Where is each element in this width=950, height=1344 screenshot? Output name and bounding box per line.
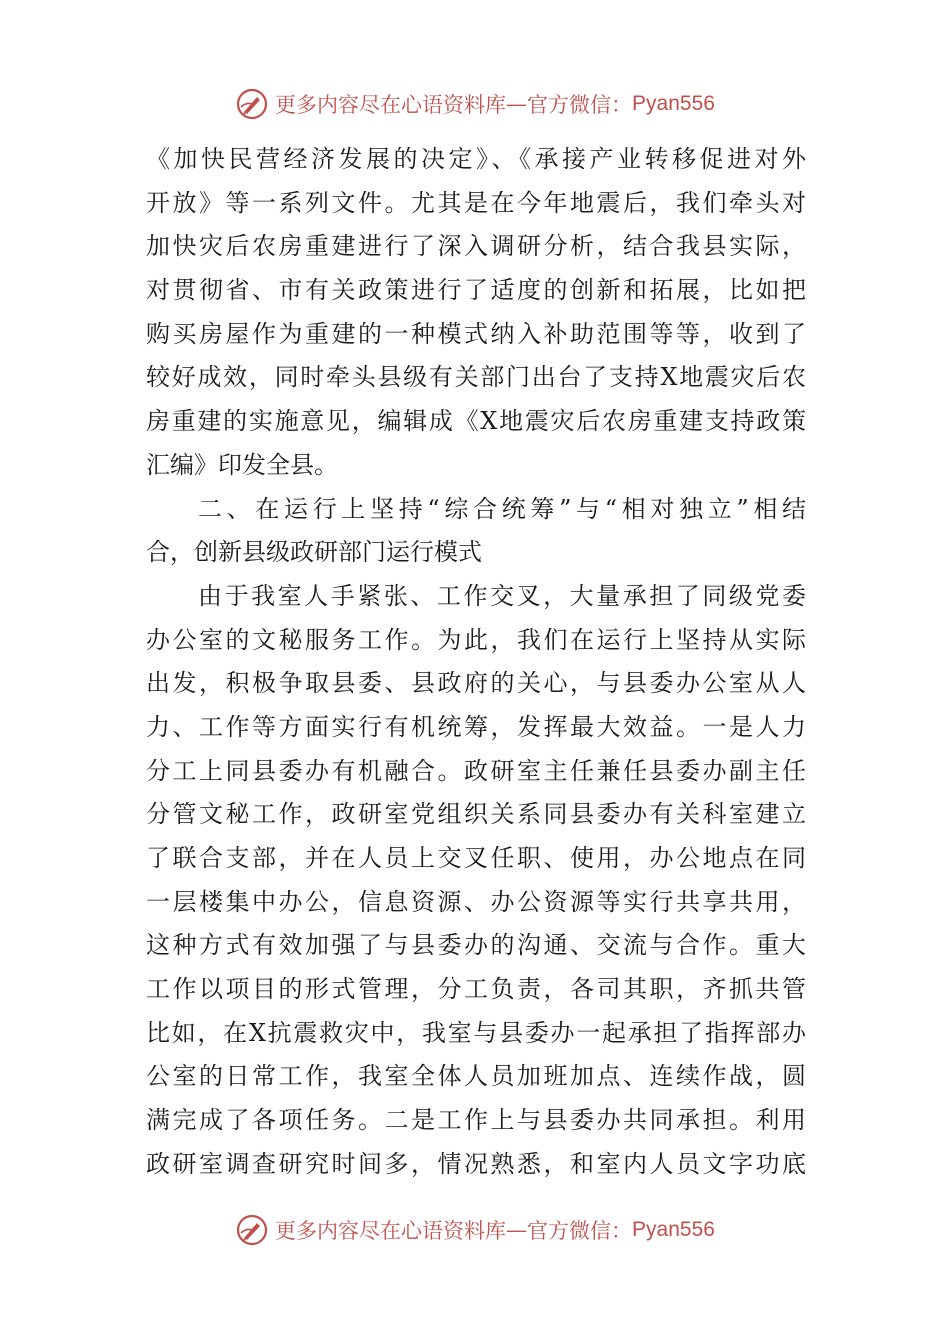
text-line: 办公室的文秘服务工作。为此，我们在运行上坚持从实际 [146,625,806,654]
text-line: 对贯彻省、市有关政策进行了适度的创新和拓展，比如把 [146,276,806,305]
text-line: 汇编》印发全县。 [146,450,338,479]
watermark-dash: — [506,92,528,116]
text-line: 了联合支部，并在人员上交叉任职、使用，办公地点在同 [146,844,806,872]
text-line: 开放》等一系列文件。尤其是在今年地震后，我们牵头对 [146,188,806,217]
watermark-header [0,84,950,124]
watermark-main-text: 更多内容尽在心语资料库 [275,1219,507,1243]
watermark-main-text: 更多内容尽在心语资料库 [275,93,507,117]
text-line: 一层楼集中办公，信息资源、办公资源等实行共享共用， [146,887,806,916]
text-line: 公室的日常工作，我室全体人员加班加点、连续作战，圆 [146,1062,806,1091]
text-line: 由于我室人手紧张、工作交叉，大量承担了同级党委 [198,581,806,610]
text-line: 出发，积极争取县委、县政府的关心，与县委办公室从人 [146,669,806,698]
text-line: 购买房屋作为重建的一种模式纳入补助范围等等，收到了 [146,319,806,348]
pen-logo-icon [235,87,269,121]
watermark-wechat-id: Pyan556 [632,92,715,115]
text-line: 合，创新县级政研部门运行模式 [146,538,482,567]
text-line: 《加快民营经济发展的决定》、《承接产业转移促进对外 [146,145,806,173]
text-line: 工作以项目的形式管理，分工负责，各司其职，齐抓共管 [146,975,806,1004]
watermark-sub-text: 官方微信： [527,93,633,117]
text-line: 力、工作等方面实行有机统筹，发挥最大效益。一是人力 [146,712,806,741]
text-line: 加快灾后农房重建进行了深入调研分析，结合我县实际， [146,232,806,261]
watermark-wechat-id: Pyan556 [632,1218,715,1241]
text-line: 比如，在X抗震救灾中，我室与县委办一起承担了指挥部办 [146,1018,806,1047]
watermark-sub-text: 官方微信： [527,1219,633,1243]
text-line: 这种方式有效加强了与县委办的沟通、交流与合作。重大 [146,931,806,960]
text-line: 二、在运行上坚持“综合统筹”与“相对独立”相结 [198,494,806,523]
text-line: 较好成效，同时牵头县级有关部门出台了支持X地震灾后农 [146,363,806,392]
text-line: 房重建的实施意见，编辑成《X地震灾后农房重建支持政策 [146,407,806,436]
pen-logo-icon [235,1213,269,1247]
text-line: 分管文秘工作，政研室党组织关系同县委办有关科室建立 [146,800,806,829]
text-line: 分工上同县委办有机融合。政研室主任兼任县委办副主任 [146,756,806,785]
watermark-footer [0,1210,950,1250]
text-line: 政研室调查研究时间多，情况熟悉，和室内人员文字功底 [146,1149,806,1178]
watermark-dash: — [506,1218,528,1242]
document-body [146,138,806,1187]
text-line: 满完成了各项任务。二是工作上与县委办共同承担。利用 [146,1106,806,1135]
